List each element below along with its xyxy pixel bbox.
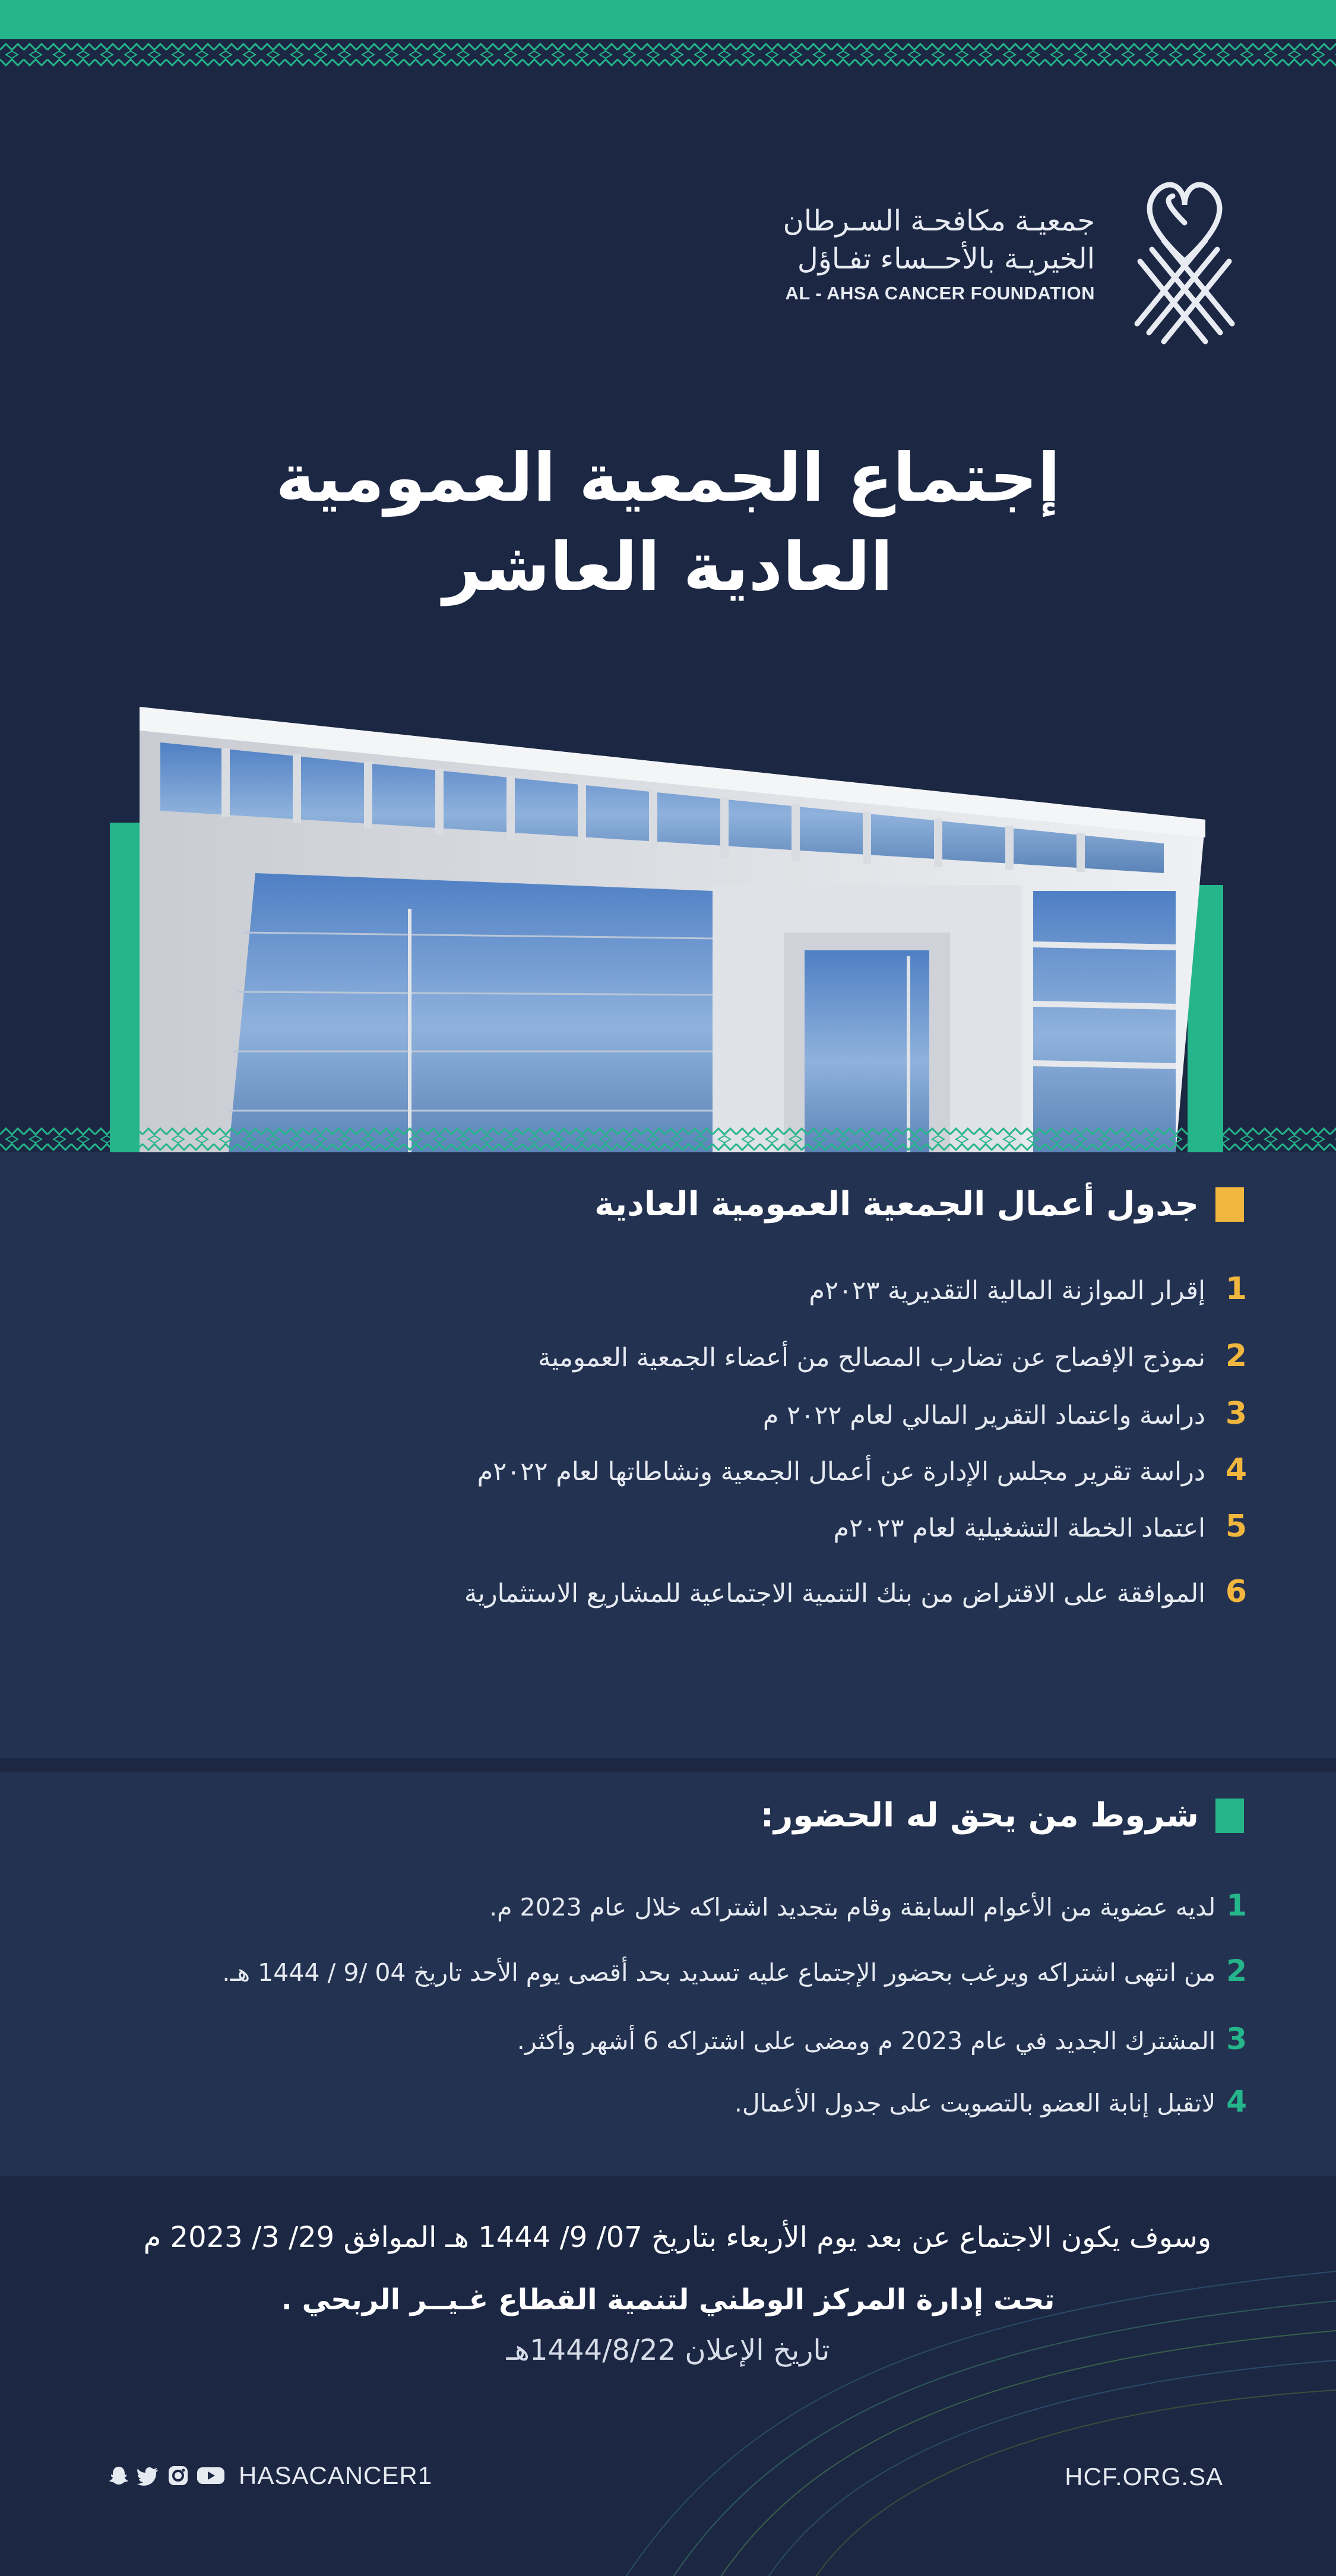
agenda-item-number: 4 <box>1225 1452 1247 1488</box>
agenda-item <box>763 1396 1247 1431</box>
social-links <box>107 2461 432 2490</box>
condition-item <box>489 1888 1247 1923</box>
logo-english: AL - AHSA CANCER FOUNDATION <box>785 283 1095 304</box>
agenda-item-number: 2 <box>1225 1338 1247 1374</box>
decorative-waves <box>623 2224 1336 2576</box>
building-illustration <box>107 695 1223 1152</box>
youtube-icon[interactable] <box>196 2464 226 2488</box>
ribbon-heart-logo-icon <box>1116 172 1253 350</box>
conditions-heading-text: شروط من يحق له الحضور: <box>760 1796 1199 1835</box>
agenda-item <box>538 1338 1247 1374</box>
agenda-item-text: دراسة واعتماد التقرير المالي لعام ٢٠٢٢ م <box>762 1401 1205 1430</box>
agenda-heading-text: جدول أعمال الجمعية العمومية العادية <box>594 1185 1199 1224</box>
announcement-line1: وسوف يكون الاجتماع عن بعد يوم الأربعاء بتاريخ 07/ 9/ 1444 هـ الموافق 29/ 3/ 2023 م <box>143 2221 1211 2254</box>
agenda-item <box>464 1574 1247 1610</box>
condition-item <box>735 2084 1247 2119</box>
condition-item <box>517 2022 1247 2056</box>
page-title-line2: العادية العاشر <box>443 529 893 606</box>
attendance-conditions-section <box>0 1772 1336 2176</box>
conditions-heading-marker <box>1215 1799 1244 1833</box>
condition-number: 2 <box>1226 1954 1247 1988</box>
condition-text: لاتقبل إنابة العضو بالتصويت على جدول الأعمال. <box>734 2089 1216 2117</box>
condition-item <box>222 1954 1247 1988</box>
agenda-item-number: 5 <box>1225 1509 1247 1544</box>
agenda-item-text: الموافقة على الاقتراض من بنك التنمية الاجتماعية للمشاريع الاستثمارية <box>464 1579 1205 1608</box>
agenda-item-number: 6 <box>1225 1574 1247 1610</box>
website-link[interactable]: HCF.ORG.SA <box>1065 2463 1223 2490</box>
section-divider <box>0 1758 1336 1772</box>
condition-number: 3 <box>1226 2022 1247 2056</box>
instagram-icon[interactable] <box>166 2464 190 2488</box>
condition-text: من انتهى اشتراكه ويرغب بحضور الإجتماع عليه تسديد بحد أقصى يوم الأحد تاريخ 04 /9 / 1444 هـ. <box>222 1958 1216 1987</box>
agenda-item <box>477 1452 1247 1488</box>
condition-text: المشترك الجديد في عام 2023 م ومضى على اشتراكه 6 أشهر وأكثر. <box>517 2027 1216 2055</box>
twitter-icon[interactable] <box>137 2464 160 2488</box>
condition-text: لديه عضوية من الأعوام السابقة وقام بتجديد اشتراكه خلال عام 2023 م. <box>489 1893 1216 1921</box>
announcement-date: تاريخ الإعلان 1444/8/22هـ <box>506 2334 830 2367</box>
zigzag-pattern-top <box>0 42 1336 68</box>
agenda-item-text: دراسة تقرير مجلس الإدارة عن أعمال الجمعية ونشاطاتها لعام ٢٠٢٢م <box>477 1457 1205 1487</box>
agenda-item-number: 3 <box>1225 1396 1247 1431</box>
logo-arabic-line2: الخيريـة بالأحــساء تفـاؤل <box>797 242 1095 276</box>
agenda-heading-marker <box>1215 1187 1244 1222</box>
zigzag-pattern-middle <box>0 1126 1336 1152</box>
condition-number: 4 <box>1226 2084 1247 2119</box>
agenda-heading <box>594 1185 1244 1224</box>
agenda-item-text: اعتماد الخطة التشغيلية لعام ٢٠٢٣م <box>833 1513 1205 1543</box>
agenda-section <box>0 1152 1336 1758</box>
logo-text <box>679 202 1095 304</box>
agenda-item-number: 1 <box>1225 1271 1247 1307</box>
social-handle[interactable]: HASACANCER1 <box>239 2461 433 2489</box>
conditions-heading <box>761 1796 1244 1835</box>
agenda-item-text: نموذج الإفصاح عن تضارب المصالح من أعضاء الجمعية العمومية <box>538 1343 1205 1373</box>
agenda-item <box>809 1271 1247 1307</box>
footer <box>0 2176 1336 2576</box>
page-title-line1: إجتماع الجمعية العمومية <box>276 440 1060 517</box>
agenda-item <box>834 1509 1247 1544</box>
snapchat-icon[interactable] <box>107 2464 131 2488</box>
agenda-item-text: إقرار الموازنة المالية التقديرية ٢٠٢٣م <box>809 1276 1205 1306</box>
top-accent-bar <box>0 0 1336 39</box>
announcement-line2: تحت إدارة المركز الوطني لتنمية القطاع غـيــر الربحي . <box>281 2283 1055 2316</box>
logo-arabic-line1: جمعيـة مكافحـة السـرطان <box>783 204 1095 238</box>
condition-number: 1 <box>1226 1888 1247 1923</box>
